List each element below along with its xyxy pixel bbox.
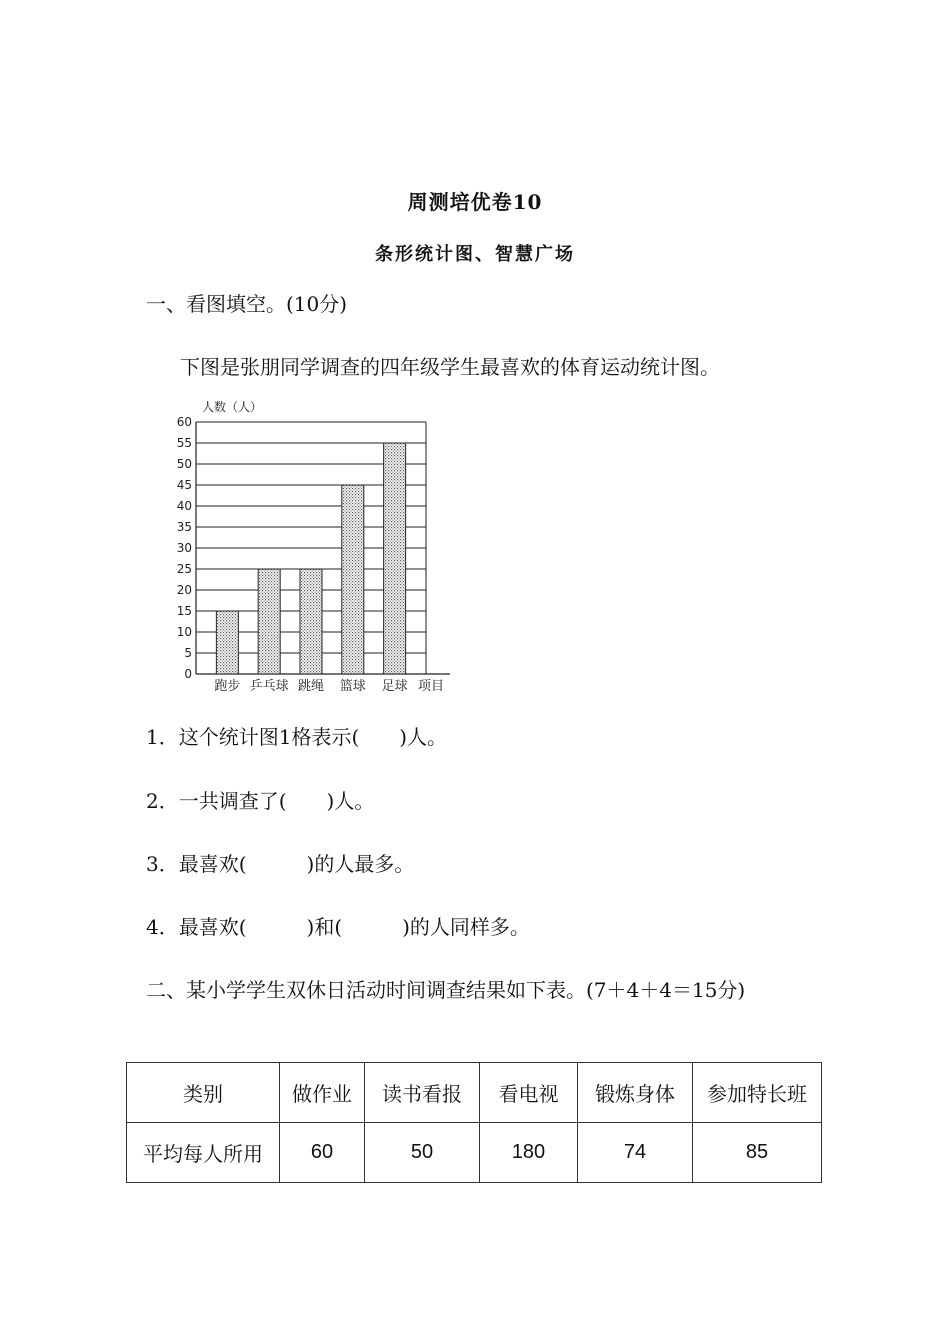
activity-table — [126, 1062, 822, 1183]
x-tick-label: 跳绳 — [297, 679, 325, 694]
x-tick-label: 跑步 — [214, 679, 241, 694]
bar-跑步 — [216, 611, 238, 674]
table-row-label: 平均每人所用 — [127, 1123, 280, 1183]
y-tick-label: 5 — [184, 646, 192, 660]
question-3: 3．最喜欢( )的人最多。 — [146, 852, 415, 876]
x-tick-label: 乒乓球 — [249, 679, 289, 694]
page-title: 周测培优卷10 — [407, 190, 543, 214]
y-tick-label: 55 — [176, 436, 192, 450]
table-header-cell: 看电视 — [480, 1063, 578, 1123]
table-cell: 74 — [578, 1123, 693, 1183]
y-tick-label: 35 — [176, 520, 192, 534]
table-header-cell: 做作业 — [280, 1063, 365, 1123]
section1-heading: 一、看图填空。(10分) — [146, 292, 348, 316]
table-cell: 180 — [480, 1123, 578, 1183]
y-axis-label: 人数（人） — [202, 400, 263, 414]
y-tick-label: 30 — [176, 541, 192, 555]
table-header-cell: 锻炼身体 — [578, 1063, 693, 1123]
bar-足球 — [384, 443, 406, 674]
section2-heading: 二、某小学学生双休日活动时间调查结果如下表。(7＋4＋4＝15分) — [146, 978, 746, 1002]
bar-跳绳 — [300, 569, 322, 674]
y-tick-label: 25 — [176, 562, 192, 576]
y-tick-label: 10 — [176, 625, 192, 639]
table-header-row — [127, 1063, 822, 1123]
table-header-cell: 类别 — [127, 1063, 280, 1123]
x-tick-label: 足球 — [381, 679, 408, 694]
page-subtitle: 条形统计图、智慧广场 — [375, 244, 575, 265]
question-4: 4．最喜欢( )和( )的人同样多。 — [146, 915, 530, 939]
y-tick-label: 20 — [176, 583, 192, 597]
question-1: 1．这个统计图1格表示( )人。 — [146, 725, 448, 749]
x-axis-label: 项目 — [418, 679, 445, 694]
table-cell: 60 — [280, 1123, 365, 1183]
y-tick-label: 0 — [184, 667, 192, 681]
bar-chart — [160, 392, 460, 696]
section1-intro: 下图是张朋同学调查的四年级学生最喜欢的体育运动统计图。 — [180, 355, 720, 379]
y-tick-label: 60 — [176, 415, 192, 429]
y-tick-label: 50 — [176, 457, 192, 471]
table-cell: 50 — [365, 1123, 480, 1183]
bar-乒乓球 — [258, 569, 280, 674]
y-tick-label: 40 — [176, 499, 192, 513]
table-header-cell: 参加特长班 — [693, 1063, 822, 1123]
question-2: 2．一共调查了( )人。 — [146, 789, 375, 813]
y-tick-label: 15 — [176, 604, 192, 618]
table-header-cell: 读书看报 — [365, 1063, 480, 1123]
y-tick-label: 45 — [176, 478, 192, 492]
table-row — [127, 1123, 822, 1183]
bar-篮球 — [342, 485, 364, 674]
x-tick-label: 篮球 — [339, 679, 366, 694]
table-cell: 85 — [693, 1123, 822, 1183]
